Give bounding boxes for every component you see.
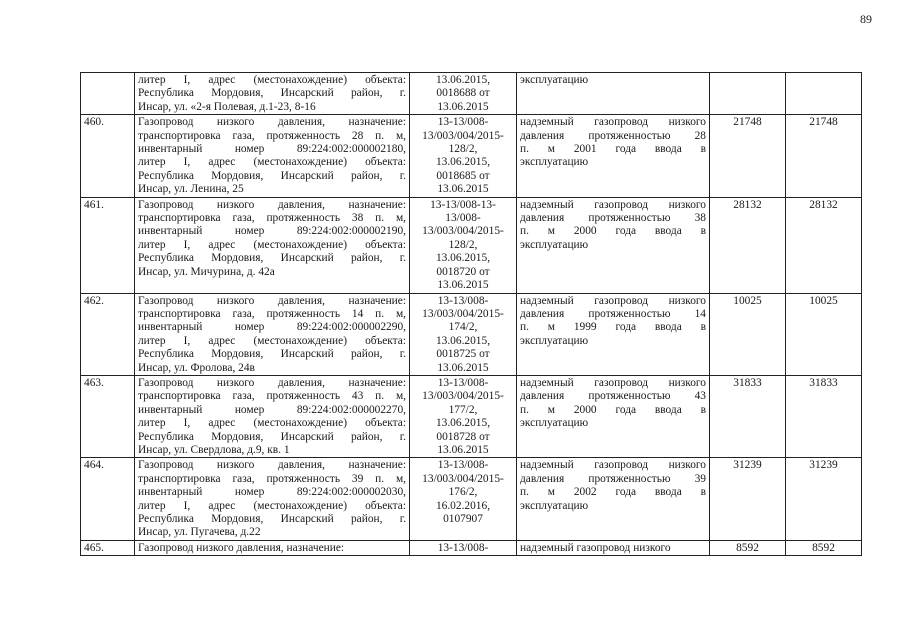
value-cell-1: 28132 (710, 197, 786, 293)
characteristics-line: давления протяженностью 28 (520, 129, 706, 142)
description-line: Инсар, ул. Фролова, 24в (138, 361, 255, 374)
object-description-cell (135, 540, 410, 555)
registration-cell (410, 458, 517, 540)
registration-cell (410, 540, 517, 555)
registration-cell (410, 375, 517, 457)
row-number-cell: 461. (81, 197, 135, 293)
row-number-cell (81, 73, 135, 115)
registration-line: 16.02.2016, (435, 499, 491, 512)
registration-cell (410, 197, 517, 293)
registration-line: 177/2, (448, 403, 478, 416)
table-row (81, 293, 862, 375)
description-line: литер I, адрес (местонахождение) объекта: (138, 417, 406, 430)
characteristics-line: п. м 2001 года ввода в (520, 143, 706, 156)
description-line: Республика Мордовия, Инсарский район, г. (138, 430, 406, 443)
characteristics-cell (517, 115, 710, 197)
characteristics-cell (517, 73, 710, 115)
registration-line: 13.06.2015, (435, 334, 491, 347)
registration-line: 13/008- (445, 212, 481, 225)
table-row (81, 458, 862, 540)
characteristics-line: эксплуатацию (520, 238, 589, 251)
registration-line: 0018725 от (436, 348, 490, 361)
registration-line: 0018688 от (436, 87, 490, 100)
characteristics-line: эксплуатацию (520, 499, 589, 512)
registration-line: 13/003/004/2015- (422, 472, 504, 485)
description-line: инвентарный номер 89:224:002:000002190, (138, 225, 406, 238)
page-number: 89 (860, 12, 872, 26)
description-line: инвентарный номер 89:224:002:000002030, (138, 486, 406, 499)
characteristics-line: надземный газопровод низкого (520, 198, 706, 211)
value-cell-1: 8592 (710, 540, 786, 555)
characteristics-line: эксплуатацию (520, 334, 589, 347)
description-line: Газопровод низкого давления, назначение: (138, 459, 406, 472)
object-description-cell (135, 458, 410, 540)
row-number-cell: 462. (81, 293, 135, 375)
registration-line: 13.06.2015, (435, 417, 491, 430)
characteristics-cell (517, 375, 710, 457)
description-line: Газопровод низкого давления, назначение: (138, 116, 406, 129)
registration-line: 0018720 от (436, 265, 490, 278)
description-line: Инсар, ул. Ленина, 25 (138, 183, 244, 196)
description-line: Газопровод низкого давления, назначение: (138, 376, 406, 389)
row-number-cell: 465. (81, 540, 135, 555)
registration-line: 174/2, (448, 321, 478, 334)
description-line: Республика Мордовия, Инсарский район, г. (138, 252, 406, 265)
characteristics-line: надземный газопровод низкого (520, 376, 706, 389)
description-line: литер I, адрес (местонахождение) объекта: (138, 156, 406, 169)
registration-line: 13/003/004/2015- (422, 307, 504, 320)
table-row (81, 540, 862, 555)
characteristics-line: п. м 2000 года ввода в (520, 225, 706, 238)
value-cell-1: 10025 (710, 293, 786, 375)
registration-line: 13.06.2015, (435, 156, 491, 169)
description-line: Инсар, ул. Мичурина, д. 42а (138, 265, 275, 278)
registration-line: 13-13/008- (437, 116, 489, 129)
value-cell-2: 31239 (786, 458, 862, 540)
description-line: Газопровод низкого давления, назначение: (138, 294, 406, 307)
description-line: Газопровод низкого давления, назначение: (138, 198, 406, 211)
registration-line: 128/2, (448, 238, 478, 251)
registration-line: 13.06.2015 (437, 183, 489, 196)
description-line: Республика Мордовия, Инсарский район, г. (138, 169, 406, 182)
registration-line: 13.06.2015 (437, 279, 489, 292)
row-number-cell: 463. (81, 375, 135, 457)
description-line: литер I, адрес (местонахождение) объекта: (138, 334, 406, 347)
registration-line: 176/2, (448, 486, 478, 499)
table-row (81, 375, 862, 457)
registration-line: 13-13/008- (437, 294, 489, 307)
description-line: Инсар, ул. «2-я Полевая, д.1-23, 8-16 (138, 100, 316, 113)
property-register-table (80, 72, 862, 556)
description-line: Инсар, ул. Свердлова, д.9, кв. 1 (138, 443, 290, 456)
object-description-cell (135, 375, 410, 457)
characteristics-line: давления протяженностью 14 (520, 307, 706, 320)
registration-line: 13.06.2015, (435, 74, 491, 86)
description-line: Газопровод низкого давления, назначение: (138, 541, 345, 554)
registration-line: 13.06.2015 (437, 443, 489, 456)
characteristics-line: надземный газопровод низкого (520, 116, 706, 129)
registration-line: 0018728 от (436, 430, 490, 443)
registration-cell (410, 73, 517, 115)
characteristics-line: надземный газопровод низкого (520, 294, 706, 307)
characteristics-line: давления протяженностью 38 (520, 212, 706, 225)
characteristics-line: эксплуатацию (520, 156, 589, 169)
registration-line: 13.06.2015 (437, 361, 489, 374)
value-cell-1: 31833 (710, 375, 786, 457)
description-line: Республика Мордовия, Инсарский район, г. (138, 513, 406, 525)
description-line: литер I, адрес (местонахождение) объекта: (138, 74, 406, 86)
description-line: инвентарный номер 89:224:002:000002180, (138, 143, 406, 156)
characteristics-line: давления протяженностью 43 (520, 390, 706, 403)
row-number-cell: 464. (81, 458, 135, 540)
characteristics-cell (517, 540, 710, 555)
characteristics-line: надземный газопровод низкого (520, 459, 706, 472)
value-cell-2: 28132 (786, 197, 862, 293)
registration-line: 13-13/008- (437, 541, 489, 554)
registration-cell (410, 293, 517, 375)
value-cell-2: 8592 (786, 540, 862, 555)
registration-line: 128/2, (448, 143, 478, 156)
registration-line: 0107907 (443, 513, 483, 525)
description-line: транспортировка газа, протяженность 28 п. м, (138, 129, 406, 142)
description-line: инвентарный номер 89:224:002:000002270, (138, 403, 406, 416)
description-line: литер I, адрес (местонахождение) объекта: (138, 499, 406, 512)
description-line: Инсар, ул. Пугачева, д.22 (138, 526, 261, 539)
value-cell-1: 31239 (710, 458, 786, 540)
row-number-cell: 460. (81, 115, 135, 197)
object-description-cell (135, 115, 410, 197)
object-description-cell (135, 73, 410, 115)
description-line: Республика Мордовия, Инсарский район, г. (138, 348, 406, 361)
registration-line: 13-13/008-13- (430, 198, 496, 211)
value-cell-2 (786, 73, 862, 115)
characteristics-line: эксплуатацию (520, 74, 589, 86)
description-line: транспортировка газа, протяженность 14 п. м, (138, 307, 406, 320)
registration-line: 13/003/004/2015- (422, 129, 504, 142)
table-row (81, 73, 862, 115)
description-line: транспортировка газа, протяженность 38 п. м, (138, 212, 406, 225)
characteristics-cell (517, 197, 710, 293)
registration-line: 13.06.2015 (437, 100, 489, 113)
characteristics-cell (517, 293, 710, 375)
description-line: транспортировка газа, протяженность 39 п. м, (138, 472, 406, 485)
value-cell-2: 21748 (786, 115, 862, 197)
registration-line: 13.06.2015, (435, 252, 491, 265)
characteristics-line: п. м 2000 года ввода в (520, 403, 706, 416)
registration-line: 13-13/008- (437, 459, 489, 472)
register-body (81, 73, 862, 556)
registration-cell (410, 115, 517, 197)
value-cell-1 (710, 73, 786, 115)
registration-line: 13/003/004/2015- (422, 225, 504, 238)
description-line: литер I, адрес (местонахождение) объекта: (138, 238, 406, 251)
characteristics-line: надземный газопровод низкого (520, 541, 671, 554)
description-line: инвентарный номер 89:224:002:000002290, (138, 321, 406, 334)
registration-line: 13/003/004/2015- (422, 390, 504, 403)
description-line: Республика Мордовия, Инсарский район, г. (138, 87, 406, 100)
value-cell-1: 21748 (710, 115, 786, 197)
value-cell-2: 31833 (786, 375, 862, 457)
registration-line: 13-13/008- (437, 376, 489, 389)
table-row (81, 115, 862, 197)
object-description-cell (135, 293, 410, 375)
characteristics-line: эксплуатацию (520, 417, 589, 430)
value-cell-2: 10025 (786, 293, 862, 375)
table-row (81, 197, 862, 293)
object-description-cell (135, 197, 410, 293)
characteristics-line: п. м 2002 года ввода в (520, 486, 706, 499)
characteristics-cell (517, 458, 710, 540)
characteristics-line: давления протяженностью 39 (520, 472, 706, 485)
description-line: транспортировка газа, протяженность 43 п. м, (138, 390, 406, 403)
registration-line: 0018685 от (436, 169, 490, 182)
characteristics-line: п. м 1999 года ввода в (520, 321, 706, 334)
